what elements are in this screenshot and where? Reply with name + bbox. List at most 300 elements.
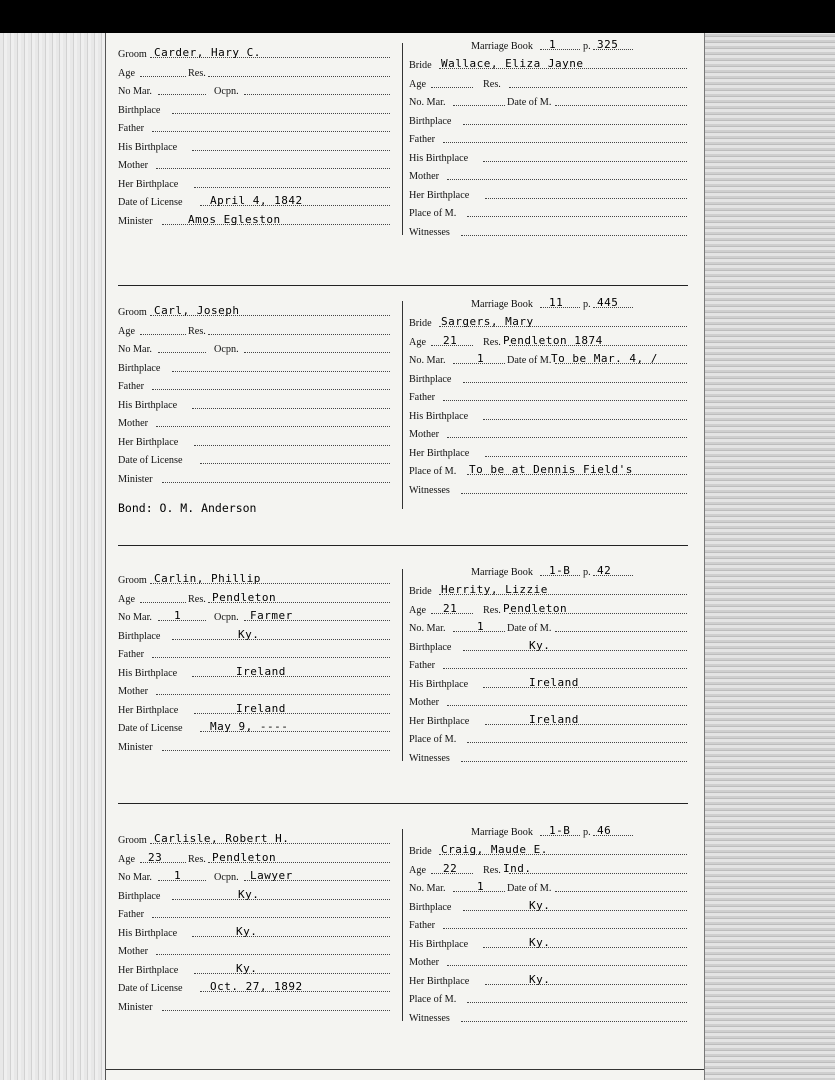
bride-no-mar-row-no-mar-value: 1 [477, 880, 485, 893]
groom-name-row-name-value: Carl, Joseph [154, 304, 240, 317]
groom-name-row-name-value: Carlin, Phillip [154, 572, 261, 585]
column-divider [402, 829, 403, 1021]
bride-no-mar-row-label: No. Mar. [409, 97, 446, 108]
bride-father-row [409, 388, 689, 407]
bride-mother-row-fill-line [447, 179, 687, 180]
bride-his-birthplace-row-his-birthplace-value: Ky. [529, 935, 551, 949]
bride-birthplace-row [409, 638, 689, 657]
bride-no-mar-row [409, 93, 689, 112]
bride-birthplace-row-birthplace-value: Ky. [529, 638, 551, 652]
bride-name-row [409, 842, 689, 861]
groom-mother-row-label: Mother [118, 160, 148, 171]
bride-mother-row [409, 693, 689, 712]
bride-his-birthplace-row-fill-line [483, 419, 687, 420]
bride-name-row [409, 582, 689, 601]
groom-no-mar-row-no-mar-value: 1 [174, 869, 182, 882]
marriage-book-number: 1-B [549, 564, 571, 577]
bride-father-row-label: Father [409, 392, 436, 403]
bride-age-row [409, 333, 689, 352]
bride-age-row [409, 75, 689, 94]
bride-no-mar-row-fill-line [555, 105, 687, 106]
bride-age-row-label: Age [409, 336, 426, 348]
groom-birthplace-row-fill-line [172, 371, 390, 372]
bride-her-birthplace-row-her-birthplace-value: Ky. [529, 972, 551, 986]
bride-age-row-res-value: Ind. [503, 861, 532, 875]
groom-age-row-fill-line [140, 602, 186, 603]
groom-minister-row [118, 738, 398, 757]
groom-date-of-license-row-date-of-license-value: May 9, ---- [210, 720, 289, 733]
groom-father-row-label: Father [118, 909, 145, 920]
bride-father-row-label: Father [409, 134, 436, 145]
groom-mother-row [118, 682, 398, 701]
bride-age-row-fill-line [509, 87, 687, 88]
marriage-book-reference [409, 37, 689, 56]
bride-name-row-name-value: Sargers, Mary [441, 315, 534, 328]
groom-column [118, 45, 398, 230]
bride-witnesses-row-fill-line [461, 761, 687, 762]
groom-father-row [118, 905, 398, 924]
bride-witnesses-row [409, 481, 689, 500]
groom-date-of-license-row [118, 979, 398, 998]
groom-her-birthplace-row-label: Her Birthplace [118, 436, 179, 448]
bride-mother-row-label: Mother [409, 429, 439, 440]
bride-age-row-res-value: Pendleton 1874 [503, 333, 603, 347]
bride-his-birthplace-row [409, 149, 689, 168]
bride-place-of-m-row-label: Place of M. [409, 734, 457, 745]
page-label: p. [583, 299, 591, 310]
bride-birthplace-row-fill-line [463, 650, 687, 651]
marriage-record-sheet [105, 33, 705, 1080]
bride-her-birthplace-row-label: Her Birthplace [409, 189, 470, 201]
groom-her-birthplace-row-label: Her Birthplace [118, 704, 179, 716]
record-separator [118, 285, 688, 286]
bride-father-row-fill-line [443, 400, 687, 401]
bride-age-row-age-value: 21 [443, 601, 458, 615]
bride-birthplace-row-label: Birthplace [409, 115, 452, 127]
bride-column [409, 582, 689, 767]
bride-her-birthplace-row [409, 186, 689, 205]
groom-his-birthplace-row-label: His Birthplace [118, 927, 178, 939]
bride-mother-row-fill-line [447, 705, 687, 706]
bride-mother-row [409, 953, 689, 972]
bride-age-row-age-value: 21 [443, 333, 458, 347]
bride-no-mar-row-no-mar-value: 1 [477, 620, 485, 633]
groom-birthplace-row [118, 887, 398, 906]
groom-ocpn-label: Ocpn. [214, 344, 239, 355]
bride-no-mar-row [409, 351, 689, 370]
bride-her-birthplace-row [409, 444, 689, 463]
bride-father-row-label: Father [409, 660, 436, 671]
bride-birthplace-row-label: Birthplace [409, 373, 452, 385]
bride-his-birthplace-row-fill-line [483, 947, 687, 948]
bride-place-of-m-row [409, 730, 689, 749]
groom-his-birthplace-row-his-birthplace-value: Ky. [236, 924, 258, 938]
groom-birthplace-row [118, 101, 398, 120]
bride-her-birthplace-row [409, 972, 689, 991]
bride-mother-row-label: Mother [409, 171, 439, 182]
groom-no-mar-row-ocpn-value: Lawyer [250, 869, 293, 882]
groom-no-mar-row [118, 340, 398, 359]
bride-her-birthplace-row-fill-line [485, 984, 687, 985]
groom-name-row-label: Groom [118, 575, 147, 586]
groom-minister-row-label: Minister [118, 473, 153, 485]
bride-date-of-m-label: Date of M. [507, 355, 552, 366]
bride-witnesses-row-label: Witnesses [409, 226, 450, 238]
bride-place-of-m-row-fill-line [467, 742, 687, 743]
bride-age-row-label: Age [409, 78, 426, 90]
groom-minister-row-fill-line [162, 1010, 390, 1011]
groom-father-row [118, 645, 398, 664]
groom-age-row [118, 850, 398, 869]
groom-age-row [118, 590, 398, 609]
record-separator [118, 803, 688, 804]
groom-ocpn-label: Ocpn. [214, 872, 239, 883]
bride-age-row [409, 861, 689, 880]
groom-date-of-license-row-label: Date of License [118, 723, 183, 734]
page-label: p. [583, 41, 591, 52]
groom-age-row-label: Age [118, 593, 135, 605]
groom-mother-row-label: Mother [118, 686, 148, 697]
bride-her-birthplace-row-label: Her Birthplace [409, 975, 470, 987]
bride-his-birthplace-row-his-birthplace-value: Ireland [529, 675, 579, 689]
marriage-record [106, 37, 704, 277]
groom-age-row-res-value: Pendleton [212, 590, 277, 604]
groom-birthplace-row-label: Birthplace [118, 890, 161, 902]
bride-age-row-age-value: 22 [443, 861, 458, 875]
groom-age-row-fill-line [140, 334, 186, 335]
groom-mother-row-fill-line [156, 168, 390, 169]
bride-column [409, 56, 689, 241]
scan-top-border [0, 0, 835, 33]
bride-his-birthplace-row-fill-line [483, 687, 687, 688]
bride-birthplace-row-label: Birthplace [409, 641, 452, 653]
groom-name-row [118, 303, 398, 322]
groom-minister-row-fill-line [162, 750, 390, 751]
marriage-book-reference [409, 295, 689, 314]
bride-witnesses-row [409, 1009, 689, 1028]
groom-birthplace-row-label: Birthplace [118, 104, 161, 116]
bride-no-mar-row-label: No. Mar. [409, 883, 446, 894]
marriage-book-number: 11 [549, 296, 564, 309]
bride-father-row-label: Father [409, 920, 436, 931]
bride-father-row-fill-line [443, 928, 687, 929]
groom-date-of-license-row [118, 451, 398, 470]
groom-age-row-fill-line [208, 334, 390, 335]
marriage-record [106, 295, 704, 535]
bride-no-mar-row-fill-line [555, 631, 687, 632]
bride-witnesses-row-label: Witnesses [409, 484, 450, 496]
marriage-book-reference [409, 563, 689, 582]
groom-date-of-license-row-date-of-license-value: Oct. 27, 1892 [210, 980, 303, 993]
groom-father-row-fill-line [152, 917, 390, 918]
groom-minister-row-label: Minister [118, 215, 153, 227]
bride-no-mar-row-fill-line [453, 105, 505, 106]
groom-res-label: Res. [188, 67, 206, 79]
record-separator [118, 545, 688, 546]
groom-her-birthplace-row-her-birthplace-value: Ky. [236, 961, 258, 975]
groom-her-birthplace-row-label: Her Birthplace [118, 178, 179, 190]
groom-her-birthplace-row [118, 701, 398, 720]
bride-res-label: Res. [483, 604, 501, 616]
groom-her-birthplace-row-fill-line [194, 713, 390, 714]
groom-age-row-fill-line [208, 76, 390, 77]
bride-name-row-label: Bride [409, 586, 432, 597]
bride-her-birthplace-row-fill-line [485, 724, 687, 725]
bride-witnesses-row-fill-line [461, 1021, 687, 1022]
groom-her-birthplace-row-fill-line [194, 973, 390, 974]
bride-her-birthplace-row-label: Her Birthplace [409, 715, 470, 727]
groom-minister-row [118, 998, 398, 1017]
bride-birthplace-row-fill-line [463, 124, 687, 125]
groom-no-mar-row-label: No Mar. [118, 872, 152, 883]
bride-mother-row-label: Mother [409, 957, 439, 968]
groom-res-label: Res. [188, 853, 206, 865]
groom-name-row [118, 571, 398, 590]
groom-minister-row [118, 212, 398, 231]
bride-father-row [409, 130, 689, 149]
bride-age-row-fill-line [431, 87, 473, 88]
bride-date-of-m-label: Date of M. [507, 883, 552, 894]
column-divider [402, 301, 403, 509]
groom-her-birthplace-row [118, 175, 398, 194]
bride-column [409, 842, 689, 1027]
groom-mother-row-fill-line [156, 694, 390, 695]
groom-minister-row-fill-line [162, 482, 390, 483]
groom-no-mar-row-label: No Mar. [118, 612, 152, 623]
groom-res-label: Res. [188, 325, 206, 337]
bride-her-birthplace-row-fill-line [485, 456, 687, 457]
groom-birthplace-row-birthplace-value: Ky. [238, 887, 260, 901]
groom-minister-row [118, 470, 398, 489]
groom-his-birthplace-row-label: His Birthplace [118, 667, 178, 679]
groom-no-mar-row [118, 82, 398, 101]
groom-date-of-license-row [118, 719, 398, 738]
bride-witnesses-row-fill-line [461, 235, 687, 236]
sheet-bottom-edge [106, 1069, 704, 1070]
marriage-record [106, 563, 704, 803]
bride-witnesses-row [409, 223, 689, 242]
bride-no-mar-row-date-of-m-value: To be Mar. 4, / [551, 352, 658, 365]
groom-age-row-fill-line [140, 76, 186, 77]
groom-age-row-label: Age [118, 67, 135, 79]
groom-mother-row-label: Mother [118, 946, 148, 957]
bride-no-mar-row-label: No. Mar. [409, 355, 446, 366]
groom-birthplace-row [118, 359, 398, 378]
groom-date-of-license-row [118, 193, 398, 212]
groom-no-mar-row-fill-line [158, 620, 206, 621]
groom-her-birthplace-row [118, 961, 398, 980]
groom-no-mar-row-no-mar-value: 1 [174, 609, 182, 622]
groom-no-mar-row-label: No Mar. [118, 344, 152, 355]
groom-father-row-fill-line [152, 131, 390, 132]
bride-witnesses-row-label: Witnesses [409, 1012, 450, 1024]
marriage-book-label: Marriage Book [471, 567, 533, 578]
groom-date-of-license-row-label: Date of License [118, 983, 183, 994]
bride-birthplace-row [409, 898, 689, 917]
groom-his-birthplace-row-fill-line [192, 676, 390, 677]
bride-birthplace-row [409, 370, 689, 389]
groom-her-birthplace-row-fill-line [194, 187, 390, 188]
bride-mother-row [409, 167, 689, 186]
groom-father-row-fill-line [152, 657, 390, 658]
marriage-book-label: Marriage Book [471, 299, 533, 310]
page-number: 46 [597, 824, 612, 837]
groom-date-of-license-row-label: Date of License [118, 197, 183, 208]
groom-ocpn-label: Ocpn. [214, 86, 239, 97]
groom-name-row-label: Groom [118, 307, 147, 318]
groom-name-row-label: Groom [118, 49, 147, 60]
bride-name-row-label: Bride [409, 60, 432, 71]
bride-date-of-m-label: Date of M. [507, 97, 552, 108]
groom-mother-row [118, 942, 398, 961]
bride-her-birthplace-row-label: Her Birthplace [409, 447, 470, 459]
bride-birthplace-row-birthplace-value: Ky. [529, 898, 551, 912]
marriage-book-reference [409, 823, 689, 842]
bride-place-of-m-row-place-of-m-value: To be at Dennis Field's [469, 463, 633, 476]
groom-his-birthplace-row [118, 396, 398, 415]
bride-age-row-fill-line [509, 873, 687, 874]
bride-father-row-fill-line [443, 668, 687, 669]
bride-column [409, 314, 689, 499]
groom-father-row-label: Father [118, 649, 145, 660]
bride-birthplace-row [409, 112, 689, 131]
bride-birthplace-row-label: Birthplace [409, 901, 452, 913]
groom-her-birthplace-row-label: Her Birthplace [118, 964, 179, 976]
bride-his-birthplace-row-fill-line [483, 161, 687, 162]
column-divider [402, 569, 403, 761]
groom-no-mar-row-fill-line [158, 880, 206, 881]
marriage-book-number: 1 [549, 38, 557, 51]
groom-name-row-name-value: Carlisle, Robert H. [154, 832, 290, 845]
groom-age-row-label: Age [118, 853, 135, 865]
bride-place-of-m-row-fill-line [467, 216, 687, 217]
groom-mother-row-fill-line [156, 954, 390, 955]
groom-res-label: Res. [188, 593, 206, 605]
groom-age-row [118, 64, 398, 83]
column-divider [402, 43, 403, 235]
groom-age-row-res-value: Pendleton [212, 850, 277, 864]
marriage-book-fill-line [540, 49, 580, 50]
groom-birthplace-row [118, 627, 398, 646]
bride-age-row [409, 601, 689, 620]
page-number: 42 [597, 564, 612, 577]
groom-her-birthplace-row [118, 433, 398, 452]
groom-age-row-age-value: 23 [148, 850, 163, 864]
bride-his-birthplace-row-label: His Birthplace [409, 410, 469, 422]
bride-name-row-name-value: Wallace, Eliza Jayne [441, 57, 584, 70]
bride-witnesses-row-label: Witnesses [409, 752, 450, 764]
bride-mother-row [409, 425, 689, 444]
marriage-book-label: Marriage Book [471, 827, 533, 838]
bride-no-mar-row-no-mar-value: 1 [477, 352, 485, 365]
bride-mother-row-fill-line [447, 965, 687, 966]
groom-age-row-fill-line [140, 862, 186, 863]
bride-his-birthplace-row-label: His Birthplace [409, 678, 469, 690]
page-label: p. [583, 567, 591, 578]
groom-name-row [118, 45, 398, 64]
groom-father-row [118, 119, 398, 138]
bride-birthplace-row-fill-line [463, 382, 687, 383]
groom-no-mar-row [118, 868, 398, 887]
bride-place-of-m-row-label: Place of M. [409, 466, 457, 477]
bride-name-row-label: Bride [409, 318, 432, 329]
bride-res-label: Res. [483, 78, 501, 90]
bride-mother-row-label: Mother [409, 697, 439, 708]
groom-his-birthplace-row [118, 924, 398, 943]
groom-mother-row-fill-line [156, 426, 390, 427]
groom-mother-row [118, 414, 398, 433]
bride-place-of-m-row-fill-line [467, 1002, 687, 1003]
groom-date-of-license-row-fill-line [200, 463, 390, 464]
groom-his-birthplace-row-fill-line [192, 150, 390, 151]
bride-place-of-m-row-label: Place of M. [409, 208, 457, 219]
bride-his-birthplace-row-label: His Birthplace [409, 152, 469, 164]
bride-her-birthplace-row-fill-line [485, 198, 687, 199]
bride-her-birthplace-row-her-birthplace-value: Ireland [529, 712, 579, 726]
groom-birthplace-row-label: Birthplace [118, 630, 161, 642]
bride-age-row-res-value: Pendleton [503, 601, 568, 615]
groom-his-birthplace-row [118, 664, 398, 683]
groom-her-birthplace-row-fill-line [194, 445, 390, 446]
groom-minister-row-label: Minister [118, 1001, 153, 1013]
groom-father-row-fill-line [152, 389, 390, 390]
bride-name-row-name-value: Craig, Maude E. [441, 843, 548, 856]
marriage-book-label: Marriage Book [471, 41, 533, 52]
bride-his-birthplace-row-label: His Birthplace [409, 938, 469, 950]
bride-witnesses-row [409, 749, 689, 768]
scan-left-margin [0, 33, 105, 1080]
groom-his-birthplace-row-fill-line [192, 408, 390, 409]
groom-father-row-label: Father [118, 123, 145, 134]
groom-column [118, 831, 398, 1016]
bride-res-label: Res. [483, 336, 501, 348]
groom-name-row-name-value: Carder, Hary C. [154, 46, 261, 59]
page-number: 325 [597, 38, 619, 51]
groom-birthplace-row-label: Birthplace [118, 362, 161, 374]
groom-age-row [118, 322, 398, 341]
bride-his-birthplace-row [409, 675, 689, 694]
bride-date-of-m-label: Date of M. [507, 623, 552, 634]
marriage-record [106, 823, 704, 1063]
marriage-book-number: 1-B [549, 824, 571, 837]
bride-father-row [409, 916, 689, 935]
bride-place-of-m-row [409, 990, 689, 1009]
groom-column [118, 303, 398, 488]
bride-his-birthplace-row [409, 407, 689, 426]
groom-mother-row [118, 156, 398, 175]
groom-mother-row-label: Mother [118, 418, 148, 429]
bride-place-of-m-row-label: Place of M. [409, 994, 457, 1005]
groom-his-birthplace-row-label: His Birthplace [118, 399, 178, 411]
groom-no-mar-row-fill-line [244, 352, 390, 353]
bride-birthplace-row-fill-line [463, 910, 687, 911]
bride-no-mar-row-label: No. Mar. [409, 623, 446, 634]
groom-date-of-license-row-label: Date of License [118, 455, 183, 466]
groom-birthplace-row-fill-line [172, 639, 390, 640]
groom-no-mar-row-fill-line [244, 94, 390, 95]
bride-name-row-label: Bride [409, 846, 432, 857]
groom-his-birthplace-row-his-birthplace-value: Ireland [236, 664, 286, 678]
groom-date-of-license-row-date-of-license-value: April 4, 1842 [210, 194, 303, 207]
groom-father-row [118, 377, 398, 396]
bond-note: Bond: O. M. Anderson [118, 501, 257, 515]
bride-age-row-label: Age [409, 864, 426, 876]
bride-no-mar-row [409, 619, 689, 638]
groom-no-mar-row-fill-line [158, 352, 206, 353]
groom-no-mar-row-label: No Mar. [118, 86, 152, 97]
page-number: 445 [597, 296, 619, 309]
groom-ocpn-label: Ocpn. [214, 612, 239, 623]
